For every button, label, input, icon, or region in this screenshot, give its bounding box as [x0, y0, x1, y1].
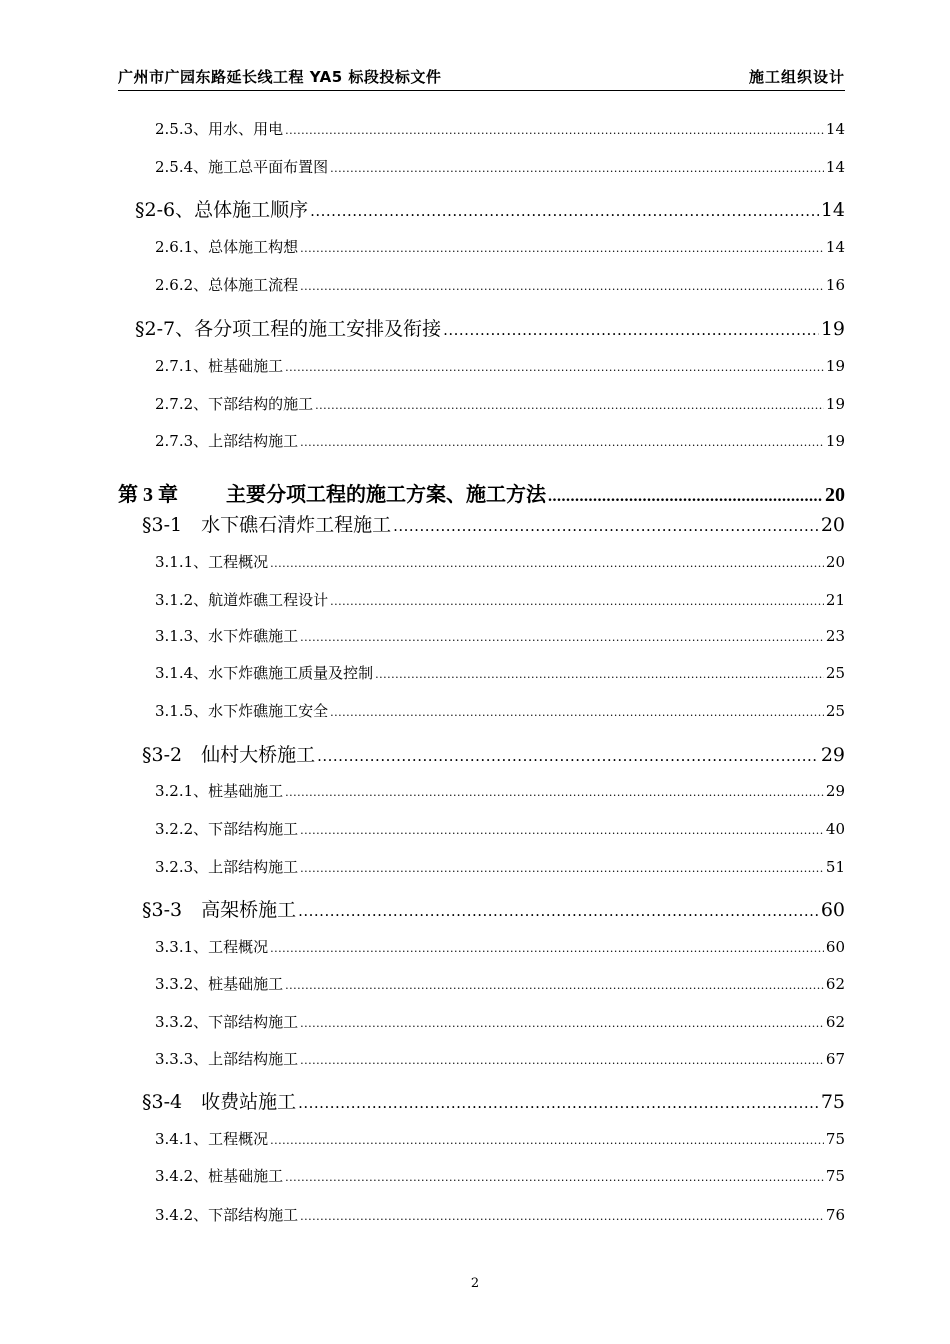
- dot-leader: [270, 942, 824, 955]
- toc-entry[interactable]: [155, 625, 845, 646]
- toc-entry-title: 2.5.3、用水、用电: [155, 120, 284, 138]
- toc-entry[interactable]: [155, 1011, 845, 1032]
- toc-page-number: 19: [820, 318, 845, 340]
- toc-entry[interactable]: [155, 1128, 845, 1149]
- toc-entry-title: 2.5.4、施工总平面布置图: [155, 158, 329, 176]
- toc-entry[interactable]: [155, 355, 845, 376]
- toc-entry[interactable]: [135, 195, 845, 222]
- toc-page-number: 75: [820, 1091, 845, 1113]
- dot-leader: [300, 242, 824, 255]
- toc-page-number: 60: [825, 938, 845, 956]
- toc-entry-title: 3.1.2、航道炸礁工程设计: [155, 591, 329, 609]
- toc-entry-title: §3-4 收费站施工: [142, 1091, 297, 1113]
- dot-leader: [310, 202, 819, 220]
- toc-page-number: 51: [825, 858, 845, 876]
- toc-entry-title: §3-3 高架桥施工: [142, 899, 297, 921]
- toc-page-number: 20: [825, 484, 845, 506]
- toc-entry-title: 2.7.2、下部结构的施工: [155, 395, 314, 413]
- toc-page-number: 19: [825, 357, 845, 375]
- toc-page-number: 62: [825, 975, 845, 993]
- toc-entry-title: 2.6.2、总体施工流程: [155, 276, 299, 294]
- dot-leader: [330, 595, 824, 608]
- dot-leader: [443, 321, 819, 339]
- toc-page-number: 14: [825, 158, 845, 176]
- dot-leader: [270, 557, 824, 570]
- toc-entry[interactable]: [155, 700, 845, 721]
- dot-leader: [393, 517, 819, 535]
- toc-entry[interactable]: [142, 740, 845, 767]
- toc-entry[interactable]: [155, 662, 845, 683]
- toc-entry[interactable]: [155, 856, 845, 877]
- toc-entry-title: 3.2.1、桩基础施工: [155, 782, 284, 800]
- toc-entry[interactable]: [155, 274, 845, 295]
- toc-entry[interactable]: [142, 895, 845, 922]
- toc-page-number: 20: [820, 514, 845, 536]
- toc-entry-title: 3.2.2、下部结构施工: [155, 820, 299, 838]
- toc-page-number: 21: [825, 591, 845, 609]
- toc-page-number: 19: [825, 432, 845, 450]
- toc-entry[interactable]: [155, 551, 845, 572]
- toc-page-number: 75: [825, 1130, 845, 1148]
- dot-leader: [300, 1017, 824, 1030]
- dot-leader: [285, 1171, 824, 1184]
- toc-entry[interactable]: [155, 973, 845, 994]
- toc-entry[interactable]: [155, 236, 845, 257]
- toc-entry[interactable]: [135, 314, 845, 341]
- page-header: [118, 66, 845, 90]
- dot-leader: [300, 1054, 824, 1067]
- toc-page-number: 67: [825, 1050, 845, 1068]
- toc-entry[interactable]: [142, 510, 845, 537]
- dot-leader: [300, 280, 824, 293]
- toc-entry-title: 3.1.5、水下炸礁施工安全: [155, 702, 329, 720]
- toc-entry-title: 3.1.1、工程概况: [155, 553, 269, 571]
- toc-page-number: 14: [825, 238, 845, 256]
- dot-leader: [315, 399, 824, 412]
- dot-leader: [300, 862, 824, 875]
- toc-page-number: 29: [820, 744, 845, 766]
- dot-leader: [298, 902, 819, 920]
- document-title: 广州市广园东路延长线工程 YA5 标段投标文件: [118, 68, 442, 86]
- toc-entry-title: §3-1 水下礁石清炸工程施工: [142, 514, 392, 536]
- toc-entry-title: 2.6.1、总体施工构想: [155, 238, 299, 256]
- dot-leader: [298, 1094, 819, 1112]
- toc-entry[interactable]: [155, 118, 845, 139]
- toc-page-number: 76: [825, 1206, 845, 1224]
- dot-leader: [317, 747, 819, 765]
- dot-leader: [285, 124, 824, 137]
- toc-page-number: 23: [825, 627, 845, 645]
- dot-leader: [300, 436, 824, 449]
- dot-leader: [330, 162, 824, 175]
- dot-leader: [548, 488, 823, 506]
- toc-page-number: 25: [825, 702, 845, 720]
- section-title: 施工组织设计: [748, 68, 845, 86]
- toc-page-number: 40: [825, 820, 845, 838]
- toc-chapter-number: 第 3 章: [118, 484, 178, 506]
- toc-entry[interactable]: [155, 936, 845, 957]
- toc-entry-title: 3.3.3、上部结构施工: [155, 1050, 299, 1068]
- toc-entry[interactable]: [155, 1165, 845, 1186]
- toc-entry-title: §2-7、各分项工程的施工安排及衔接: [135, 318, 442, 340]
- toc-entry-title: 3.3.2、下部结构施工: [155, 1013, 299, 1031]
- dot-leader: [330, 706, 824, 719]
- dot-leader: [285, 979, 824, 992]
- toc-page-number: 16: [825, 276, 845, 294]
- toc-entry-title: 3.1.3、水下炸礁施工: [155, 627, 299, 645]
- toc-chapter-label: 主要分项工程的施工方案、施工方法: [226, 484, 546, 506]
- toc-entry-title: 3.4.1、工程概况: [155, 1130, 269, 1148]
- dot-leader: [300, 824, 824, 837]
- header-divider: [118, 90, 845, 91]
- toc-entry[interactable]: [118, 478, 845, 507]
- toc-page-number: 29: [825, 782, 845, 800]
- dot-leader: [285, 361, 824, 374]
- toc-entry[interactable]: [155, 430, 845, 451]
- dot-leader: [285, 786, 824, 799]
- toc-entry-title: 2.7.1、桩基础施工: [155, 357, 284, 375]
- toc-entry[interactable]: [155, 818, 845, 839]
- page-number: 2: [470, 1276, 480, 1291]
- toc-entry-title: §2-6、总体施工顺序: [135, 199, 309, 221]
- toc-entry[interactable]: [155, 156, 845, 177]
- toc-entry-title: 3.1.4、水下炸礁施工质量及控制: [155, 664, 374, 682]
- toc-page-number: 25: [825, 664, 845, 682]
- toc-entry-title: 3.4.2、下部结构施工: [155, 1206, 299, 1224]
- toc-page-number: 75: [825, 1167, 845, 1185]
- toc-entry[interactable]: [155, 1048, 845, 1069]
- toc-page-number: 14: [825, 120, 845, 138]
- toc-entry-title: 3.4.2、桩基础施工: [155, 1167, 284, 1185]
- dot-leader: [300, 631, 824, 644]
- dot-leader: [300, 1210, 824, 1223]
- toc-entry[interactable]: [155, 589, 845, 610]
- toc-page-number: 14: [820, 199, 845, 221]
- toc-page-number: 19: [825, 395, 845, 413]
- dot-leader: [270, 1134, 824, 1147]
- dot-leader: [375, 668, 824, 681]
- toc-entry[interactable]: [155, 1204, 845, 1225]
- toc-entry[interactable]: [142, 1087, 845, 1114]
- toc-page-number: 60: [820, 899, 845, 921]
- toc-entry[interactable]: [155, 780, 845, 801]
- toc-entry-title: 3.2.3、上部结构施工: [155, 858, 299, 876]
- toc-entry-title: [118, 478, 546, 507]
- toc-entry-title: 2.7.3、上部结构施工: [155, 432, 299, 450]
- toc-page-number: 62: [825, 1013, 845, 1031]
- toc-entry-title: §3-2 仙村大桥施工: [142, 744, 316, 766]
- toc-page-number: 20: [825, 553, 845, 571]
- toc-entry-title: 3.3.2、桩基础施工: [155, 975, 284, 993]
- toc-entry[interactable]: [155, 393, 845, 414]
- toc-entry-title: 3.3.1、工程概况: [155, 938, 269, 956]
